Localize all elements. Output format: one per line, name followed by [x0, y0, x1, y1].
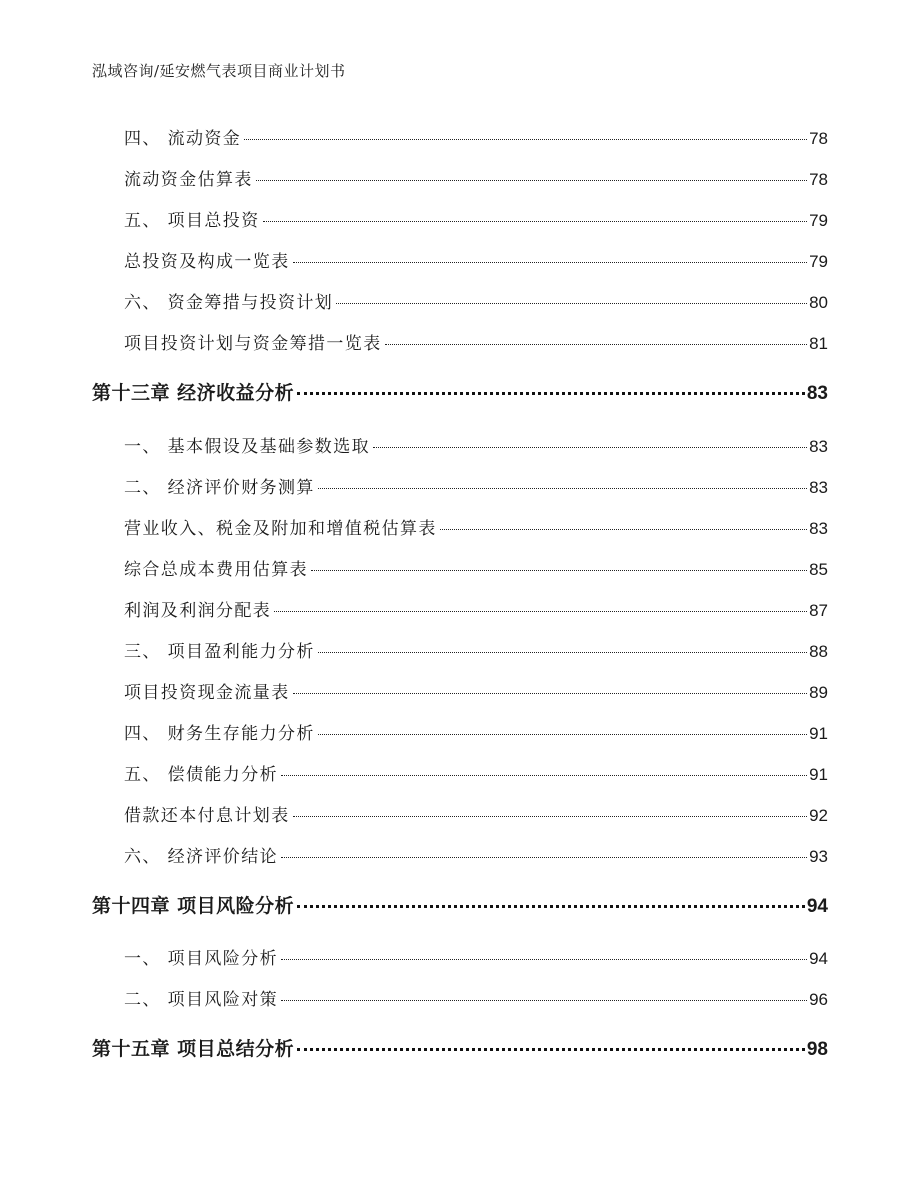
- toc-entry[interactable]: [124, 165, 828, 190]
- toc-entry-title: 项目投资现金流量表: [124, 683, 290, 703]
- toc-chapter-title: 第十三章 经济收益分析: [92, 382, 295, 404]
- toc-entry[interactable]: [124, 514, 828, 539]
- toc-entry[interactable]: [124, 760, 828, 785]
- toc-entry[interactable]: [124, 719, 828, 744]
- toc-chapter-page: 83: [806, 383, 828, 404]
- toc-entry-title: 利润及利润分配表: [124, 601, 272, 621]
- toc-entry-title: 五、 项目总投资: [124, 211, 260, 231]
- toc-entry-title: 总投资及构成一览表: [124, 252, 290, 272]
- toc-entry-title: 三、 项目盈利能力分析: [124, 642, 315, 662]
- dot-leader: [293, 262, 807, 263]
- dot-leader: [256, 180, 807, 181]
- toc-entry[interactable]: [124, 555, 828, 580]
- toc-chapter-title: 第十四章 项目风险分析: [92, 895, 295, 917]
- toc-entry[interactable]: [124, 206, 828, 231]
- toc-entry[interactable]: [124, 637, 828, 662]
- toc-entry-page: 79: [809, 211, 828, 230]
- toc-entry[interactable]: [124, 944, 828, 969]
- toc-entry-page: 88: [809, 642, 828, 661]
- toc-entry[interactable]: [124, 596, 828, 621]
- toc-entry-title: 六、 经济评价结论: [124, 847, 279, 867]
- toc-entry-title: 四、 流动资金: [124, 129, 242, 149]
- toc-entry-title: 二、 经济评价财务测算: [124, 478, 315, 498]
- toc-entry[interactable]: [124, 329, 828, 354]
- dot-leader: [293, 693, 807, 694]
- toc-entry-page: 93: [809, 847, 828, 866]
- toc-entry-page: 91: [809, 765, 828, 784]
- toc-chapter-page: 94: [806, 896, 828, 917]
- toc-entry-title: 二、 项目风险对策: [124, 990, 279, 1010]
- toc-entry-page: 83: [809, 437, 828, 456]
- toc-entry-title: 一、 基本假设及基础参数选取: [124, 437, 371, 457]
- dot-leader: [318, 652, 807, 653]
- dot-leader: [336, 303, 807, 304]
- toc-entry-title: 四、 财务生存能力分析: [124, 724, 315, 744]
- toc-entry[interactable]: [124, 473, 828, 498]
- dot-leader: [293, 816, 807, 817]
- dot-leader: [281, 959, 807, 960]
- toc-entry-page: 89: [809, 683, 828, 702]
- toc-entry[interactable]: [124, 801, 828, 826]
- toc-chapter[interactable]: [92, 1034, 828, 1061]
- toc-entry-page: 81: [809, 334, 828, 353]
- toc-entry-title: 综合总成本费用估算表: [124, 560, 308, 580]
- toc-entry-title: 借款还本付息计划表: [124, 806, 290, 826]
- toc-entry-page: 85: [809, 560, 828, 579]
- toc-chapter[interactable]: [92, 891, 828, 918]
- dot-leader: [318, 734, 807, 735]
- toc-entry-title: 流动资金估算表: [124, 170, 253, 190]
- toc-entry-page: 91: [809, 724, 828, 743]
- toc-entry-page: 92: [809, 806, 828, 825]
- toc-entry-page: 78: [809, 129, 828, 148]
- toc-chapter[interactable]: [92, 378, 828, 405]
- toc-entry-page: 83: [809, 519, 828, 538]
- toc-entry[interactable]: [124, 985, 828, 1010]
- toc-entry[interactable]: [124, 288, 828, 313]
- toc-chapter-title: 第十五章 项目总结分析: [92, 1038, 295, 1060]
- dot-leader: [440, 529, 807, 530]
- toc-entry[interactable]: [124, 124, 828, 149]
- running-header: 泓域咨询/延安燃气表项目商业计划书: [92, 62, 346, 80]
- dot-leader: [281, 775, 807, 776]
- toc-entry-page: 79: [809, 252, 828, 271]
- toc-entry-title: 五、 偿债能力分析: [124, 765, 279, 785]
- dot-leader: [297, 392, 805, 395]
- toc-entry-title: 六、 资金筹措与投资计划: [124, 293, 334, 313]
- dot-leader: [311, 570, 807, 571]
- dot-leader: [318, 488, 807, 489]
- toc-entry-title: 项目投资计划与资金筹措一览表: [124, 334, 382, 354]
- dot-leader: [281, 857, 807, 858]
- toc-entry-page: 83: [809, 478, 828, 497]
- dot-leader: [297, 1048, 805, 1051]
- toc-entry-title: 营业收入、税金及附加和增值税估算表: [124, 519, 437, 539]
- dot-leader: [385, 344, 807, 345]
- toc-entry-page: 80: [809, 293, 828, 312]
- toc-chapter-page: 98: [806, 1039, 828, 1060]
- toc-entry[interactable]: [124, 247, 828, 272]
- toc-entry-page: 87: [809, 601, 828, 620]
- dot-leader: [274, 611, 807, 612]
- dot-leader: [263, 221, 807, 222]
- toc-entry-title: 一、 项目风险分析: [124, 949, 279, 969]
- toc-entry-page: 96: [809, 990, 828, 1009]
- toc-entry-page: 94: [809, 949, 828, 968]
- toc-entry[interactable]: [124, 842, 828, 867]
- dot-leader: [373, 447, 807, 448]
- dot-leader: [244, 139, 807, 140]
- dot-leader: [281, 1000, 807, 1001]
- toc-entry[interactable]: [124, 678, 828, 703]
- toc-entry[interactable]: [124, 432, 828, 457]
- dot-leader: [297, 905, 805, 908]
- toc-entry-page: 78: [809, 170, 828, 189]
